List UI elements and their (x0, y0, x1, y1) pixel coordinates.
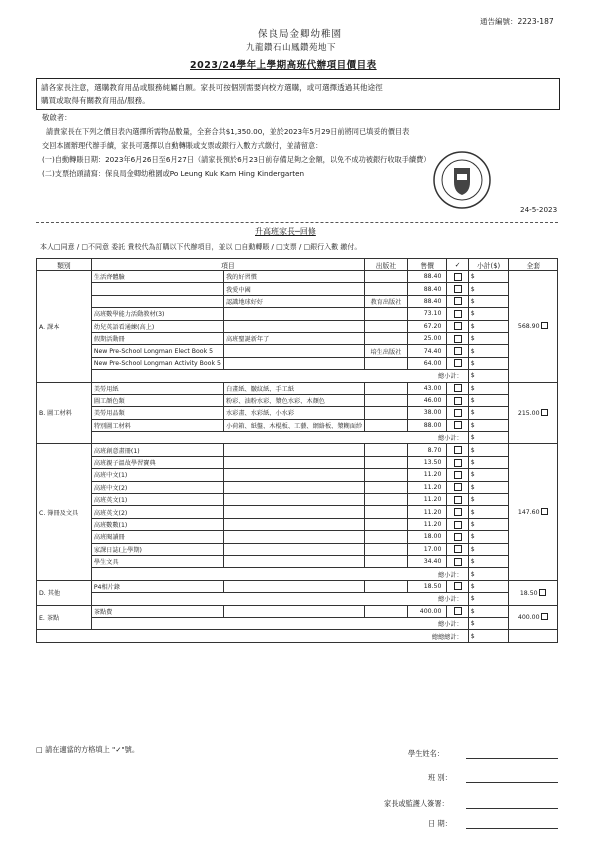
price: 88.40 (407, 271, 447, 283)
full-set-cell[interactable] (509, 580, 558, 605)
table-row (37, 481, 558, 493)
price-table (36, 258, 558, 643)
item-name: 高班中文(1) (91, 469, 223, 481)
subtotal-value[interactable]: $ (468, 617, 509, 629)
subtotal-cell[interactable]: $ (468, 494, 509, 506)
check-cell[interactable] (447, 605, 468, 617)
price: 67.20 (407, 320, 447, 332)
reply-slip-title: 升高班家長─回條 (255, 227, 316, 236)
table-row (37, 444, 558, 456)
table-row (37, 295, 558, 307)
checkbox[interactable] (454, 421, 462, 429)
price: 88.40 (407, 295, 447, 307)
table-row (37, 382, 558, 394)
greeting: 敬啟者： (42, 113, 72, 122)
body-line-3: (一)自動轉賬日期：2023年6月26日至6月27日（請家長預於6月23日前存備足夠之金額，以免不成功被銀行收取手續費） (42, 155, 431, 164)
notice-box (36, 78, 560, 110)
check-cell[interactable] (447, 419, 468, 431)
full-set-cell[interactable] (509, 271, 558, 383)
tick-note: □ 請在適當的方格填上 "✓"號。 (36, 745, 140, 754)
subtotal-cell[interactable]: $ (468, 332, 509, 344)
full-set-price: 568.90 (517, 323, 540, 331)
item-detail (223, 481, 364, 493)
table-row (37, 357, 558, 369)
col-category: 類別 (37, 259, 92, 271)
price: 11.20 (407, 469, 447, 481)
date-field[interactable] (466, 828, 558, 829)
price: 34.40 (407, 555, 447, 567)
subtotal-cell[interactable]: $ (468, 295, 509, 307)
item-detail (223, 456, 364, 468)
item-name: 學生文具 (91, 555, 223, 567)
item-detail: 高班聖誕新年了 (223, 332, 364, 344)
checkbox[interactable] (454, 558, 462, 566)
checkbox[interactable] (454, 483, 462, 491)
table-row (37, 283, 558, 295)
notice-line-1: 請各家長注意，選購教育用品或服務純屬自願。家長可按個別需要向校方選購，或可選擇透過其他途徑 (41, 83, 383, 92)
subtotal-cell[interactable]: $ (468, 407, 509, 419)
item-name: 圖工顏色類 (91, 394, 223, 406)
subtotal-row (37, 630, 558, 642)
subtotal-cell[interactable]: $ (468, 580, 509, 592)
item-name: 高班創意畫冊(1) (91, 444, 223, 456)
publisher (365, 271, 408, 283)
subtotal-label: 總小計： (91, 370, 468, 382)
student-name-field[interactable] (466, 758, 558, 759)
publisher (365, 506, 408, 518)
subtotal-row (37, 370, 558, 382)
subtotal-cell[interactable]: $ (468, 481, 509, 493)
subtotal-label: 總小計： (91, 617, 468, 629)
document-title: 2023/24學年上學期高班代辦項目價目表 (190, 60, 377, 71)
consent-line: 本人□同意 / □不同意 委託 貴校代為訂購以下代辦項目，並以 □自動轉賬 / □支票 / □銀行入數 繳付。 (40, 243, 362, 251)
item-name: 高班英文(1) (91, 494, 223, 506)
price: 11.20 (407, 518, 447, 530)
publisher (365, 357, 408, 369)
check-cell[interactable] (447, 481, 468, 493)
check-cell[interactable] (447, 456, 468, 468)
school-address: 九龍鑽石山鳳鑽苑地下 (246, 43, 337, 53)
category-cell: C. 簿冊及文具 (37, 444, 92, 580)
publisher (365, 543, 408, 555)
checkbox[interactable] (454, 384, 462, 392)
full-set-price: 215.00 (517, 409, 540, 417)
item-detail (223, 543, 364, 555)
publisher (365, 407, 408, 419)
check-cell[interactable] (447, 506, 468, 518)
check-cell[interactable] (447, 555, 468, 567)
item-name: 高班數數(1) (91, 518, 223, 530)
subtotal-cell[interactable]: $ (468, 382, 509, 394)
check-cell[interactable] (447, 308, 468, 320)
item-detail: 白畫紙、皺紋紙、手工紙 (223, 382, 364, 394)
price: 8.70 (407, 444, 447, 456)
item-detail: 我的好習慣 (223, 271, 364, 283)
full-set-price: 147.60 (517, 509, 540, 517)
table-row (37, 456, 558, 468)
class-field[interactable] (466, 782, 558, 783)
table-row (37, 332, 558, 344)
subtotal-cell[interactable]: $ (468, 444, 509, 456)
col-full-set: 全套 (509, 259, 558, 271)
col-subtotal: 小計($) (468, 259, 509, 271)
table-row (37, 345, 558, 357)
publisher (365, 456, 408, 468)
subtotal-cell[interactable]: $ (468, 518, 509, 530)
table-row (37, 271, 558, 283)
table-row (37, 308, 558, 320)
checkbox[interactable] (454, 545, 462, 553)
publisher: 培生出版社 (365, 345, 408, 357)
item-name: 美勞用品類 (91, 407, 223, 419)
full-set-cell[interactable] (509, 382, 558, 444)
class-label: 班 別： (428, 773, 452, 782)
subtotal-value[interactable]: $ (468, 370, 509, 382)
item-detail (223, 555, 364, 567)
category-cell: D. 其他 (37, 580, 92, 605)
publisher (365, 531, 408, 543)
publisher (365, 444, 408, 456)
checkbox[interactable] (454, 409, 462, 417)
table-row (37, 580, 558, 592)
item-detail: 粉彩、油粉水彩、漿色水彩、木顏色 (223, 394, 364, 406)
item-detail: 水彩畫、水彩紙、小水彩 (223, 407, 364, 419)
checkbox[interactable] (454, 347, 462, 355)
table-row (37, 506, 558, 518)
checkbox[interactable] (454, 607, 462, 615)
publisher (365, 580, 408, 592)
check-cell[interactable] (447, 382, 468, 394)
item-name: 生活齊體驗 (91, 271, 223, 283)
check-cell[interactable] (447, 357, 468, 369)
checkbox[interactable] (454, 310, 462, 318)
price: 18.00 (407, 531, 447, 543)
publisher (365, 518, 408, 530)
price: 11.20 (407, 481, 447, 493)
item-name: 美勞用紙 (91, 382, 223, 394)
subtotal-cell[interactable]: $ (468, 543, 509, 555)
subtotal-cell[interactable]: $ (468, 357, 509, 369)
publisher (365, 481, 408, 493)
checkbox[interactable] (454, 459, 462, 467)
subtotal-cell[interactable]: $ (468, 456, 509, 468)
subtotal-row (37, 593, 558, 605)
checkbox[interactable] (454, 496, 462, 504)
item-name: New Pre-School Longman Elect Book 5 (91, 345, 223, 357)
price: 25.00 (407, 332, 447, 344)
item-name: 家課日誌(上學期) (91, 543, 223, 555)
check-cell[interactable] (447, 580, 468, 592)
subtotal-cell[interactable]: $ (468, 320, 509, 332)
item-detail (223, 506, 364, 518)
subtotal-row (37, 568, 558, 580)
check-cell[interactable] (447, 518, 468, 530)
publisher (365, 308, 408, 320)
check-cell[interactable] (447, 295, 468, 307)
parent-sign-field[interactable] (466, 808, 558, 809)
check-cell[interactable] (447, 469, 468, 481)
subtotal-cell[interactable]: $ (468, 531, 509, 543)
price: 64.00 (407, 357, 447, 369)
col-item: 項目 (91, 259, 364, 271)
date-label: 日 期： (428, 819, 452, 828)
checkbox[interactable] (454, 471, 462, 479)
item-name: 高班英文(2) (91, 506, 223, 518)
item-detail: 認識地球好好 (223, 295, 364, 307)
check-cell[interactable] (447, 531, 468, 543)
body-line-2: 交回本園辦理代辦手續，家長可選擇以自動轉賬或支票或銀行入數方式繳付，並請留意： (42, 141, 323, 150)
item-detail (223, 357, 364, 369)
publisher (365, 419, 408, 431)
item-detail (223, 580, 364, 592)
body-line-4: (二)支票抬頭請寫：保良局金卿幼稚園或Po Leung Kuk Kam Hing Kindergarten (42, 169, 305, 178)
table-row (37, 605, 558, 617)
table-row (37, 494, 558, 506)
category-cell: E. 茶點 (37, 605, 92, 630)
full-set-cell (509, 630, 558, 642)
subtotal-value[interactable]: $ (468, 568, 509, 580)
price: 88.40 (407, 283, 447, 295)
col-check: ✓ (447, 259, 468, 271)
full-set-cell[interactable] (509, 605, 558, 630)
cut-line (36, 222, 558, 223)
col-publisher: 出版社 (365, 259, 408, 271)
subtotal-cell[interactable]: $ (468, 605, 509, 617)
checkbox[interactable] (454, 285, 462, 293)
item-name: 高班數學能力活動教材(3) (91, 308, 223, 320)
check-cell[interactable] (447, 271, 468, 283)
subtotal-label: 總總總計： (37, 630, 469, 642)
check-cell[interactable] (447, 283, 468, 295)
full-set-checkbox[interactable] (541, 322, 548, 329)
publisher: 教育出版社 (365, 295, 408, 307)
item-name: 假期活動冊 (91, 332, 223, 344)
checkbox[interactable] (454, 273, 462, 281)
item-detail (223, 518, 364, 530)
subtotal-cell[interactable]: $ (468, 271, 509, 283)
full-set-price: 400.00 (517, 614, 540, 622)
form-number: 通告編號：2223-187 (480, 17, 554, 26)
item-name: 幼兒英語看通練(高上) (91, 320, 223, 332)
publisher (365, 555, 408, 567)
checkbox[interactable] (454, 533, 462, 541)
subtotal-row (37, 432, 558, 444)
body-line-1: 請貴家長在下列之價目表內選擇所需物品數量，全套合共$1,350.00，並於2023年5月29日前將同已填妥的價目表 (46, 127, 410, 136)
item-name: 高班親子溫故學習寶典 (91, 456, 223, 468)
checkbox[interactable] (454, 335, 462, 343)
item-detail: 我愛中國 (223, 283, 364, 295)
subtotal-cell[interactable]: $ (468, 308, 509, 320)
full-set-cell[interactable] (509, 444, 558, 580)
price: 11.20 (407, 494, 447, 506)
table-row (37, 469, 558, 481)
subtotal-label: 總小計： (91, 432, 468, 444)
price: 73.10 (407, 308, 447, 320)
price: 17.00 (407, 543, 447, 555)
price: 46.00 (407, 394, 447, 406)
subtotal-cell[interactable]: $ (468, 469, 509, 481)
subtotal-cell[interactable]: $ (468, 345, 509, 357)
price: 13.50 (407, 456, 447, 468)
item-detail (223, 345, 364, 357)
school-name: 保良局金卿幼稚園 (258, 29, 343, 40)
check-cell[interactable] (447, 444, 468, 456)
price: 11.20 (407, 506, 447, 518)
category-cell: B. 圖工材料 (37, 382, 92, 444)
publisher (365, 283, 408, 295)
table-row (37, 320, 558, 332)
subtotal-row (37, 617, 558, 629)
check-cell[interactable] (447, 543, 468, 555)
item-name: 茶點費 (91, 605, 223, 617)
publisher (365, 605, 408, 617)
subtotal-value[interactable]: $ (468, 432, 509, 444)
publisher (365, 382, 408, 394)
check-cell[interactable] (447, 332, 468, 344)
checkbox[interactable] (454, 446, 462, 454)
publisher (365, 394, 408, 406)
subtotal-value[interactable]: $ (468, 630, 509, 642)
checkbox[interactable] (454, 359, 462, 367)
item-name (91, 295, 223, 307)
item-name: 高班中文(2) (91, 481, 223, 493)
item-name: New Pre-School Longman Activity Book 5 (91, 357, 223, 369)
table-row (37, 407, 558, 419)
publisher (365, 469, 408, 481)
item-detail (223, 494, 364, 506)
subtotal-label: 總小計： (91, 568, 468, 580)
document-date: 24-5-2023 (520, 205, 558, 214)
school-seal-icon (432, 150, 492, 210)
subtotal-value[interactable]: $ (468, 593, 509, 605)
item-detail (223, 605, 364, 617)
item-name: 特別圖工材料 (91, 419, 223, 431)
price: 38.00 (407, 407, 447, 419)
check-cell[interactable] (447, 320, 468, 332)
checkbox[interactable] (454, 297, 462, 305)
check-cell[interactable] (447, 394, 468, 406)
checkbox[interactable] (454, 508, 462, 516)
publisher (365, 320, 408, 332)
check-cell[interactable] (447, 345, 468, 357)
item-detail (223, 320, 364, 332)
publisher (365, 332, 408, 344)
price: 43.00 (407, 382, 447, 394)
subtotal-cell[interactable]: $ (468, 394, 509, 406)
item-detail (223, 469, 364, 481)
item-detail: 小荷箱、紙盤、木棍板、工藝、網絡板、漿糊面紗 (223, 419, 364, 431)
item-detail (223, 531, 364, 543)
full-set-checkbox[interactable] (541, 508, 548, 515)
full-set-checkbox[interactable] (539, 589, 546, 596)
subtotal-label: 總小計： (91, 593, 468, 605)
price: 400.00 (407, 605, 447, 617)
check-cell[interactable] (447, 407, 468, 419)
table-row (37, 555, 558, 567)
subtotal-cell[interactable]: $ (468, 283, 509, 295)
checkbox[interactable] (454, 582, 462, 590)
subtotal-cell[interactable]: $ (468, 506, 509, 518)
item-name: P4相片錄 (91, 580, 223, 592)
col-price: 售價 (407, 259, 447, 271)
check-cell[interactable] (447, 494, 468, 506)
checkbox[interactable] (454, 397, 462, 405)
price: 88.00 (407, 419, 447, 431)
table-row (37, 419, 558, 431)
checkbox[interactable] (454, 322, 462, 330)
category-cell: A. 課本 (37, 271, 92, 383)
table-row (37, 543, 558, 555)
table-row (37, 531, 558, 543)
item-name (91, 283, 223, 295)
price: 18.50 (407, 580, 447, 592)
parent-sign-label: 家長或監護人簽署： (384, 799, 449, 808)
full-set-checkbox[interactable] (541, 613, 548, 620)
table-header (37, 259, 558, 271)
subtotal-cell[interactable]: $ (468, 555, 509, 567)
subtotal-cell[interactable]: $ (468, 419, 509, 431)
table-row (37, 518, 558, 530)
item-detail (223, 308, 364, 320)
checkbox[interactable] (454, 521, 462, 529)
full-set-checkbox[interactable] (541, 409, 548, 416)
table-row (37, 394, 558, 406)
student-name-label: 學生姓名： (408, 749, 444, 758)
price: 74.40 (407, 345, 447, 357)
item-name: 高班閱讀冊 (91, 531, 223, 543)
publisher (365, 494, 408, 506)
item-detail (223, 444, 364, 456)
notice-line-2: 購買或取得有關教育用品/服務。 (41, 96, 150, 105)
full-set-price: 18.50 (519, 589, 538, 597)
